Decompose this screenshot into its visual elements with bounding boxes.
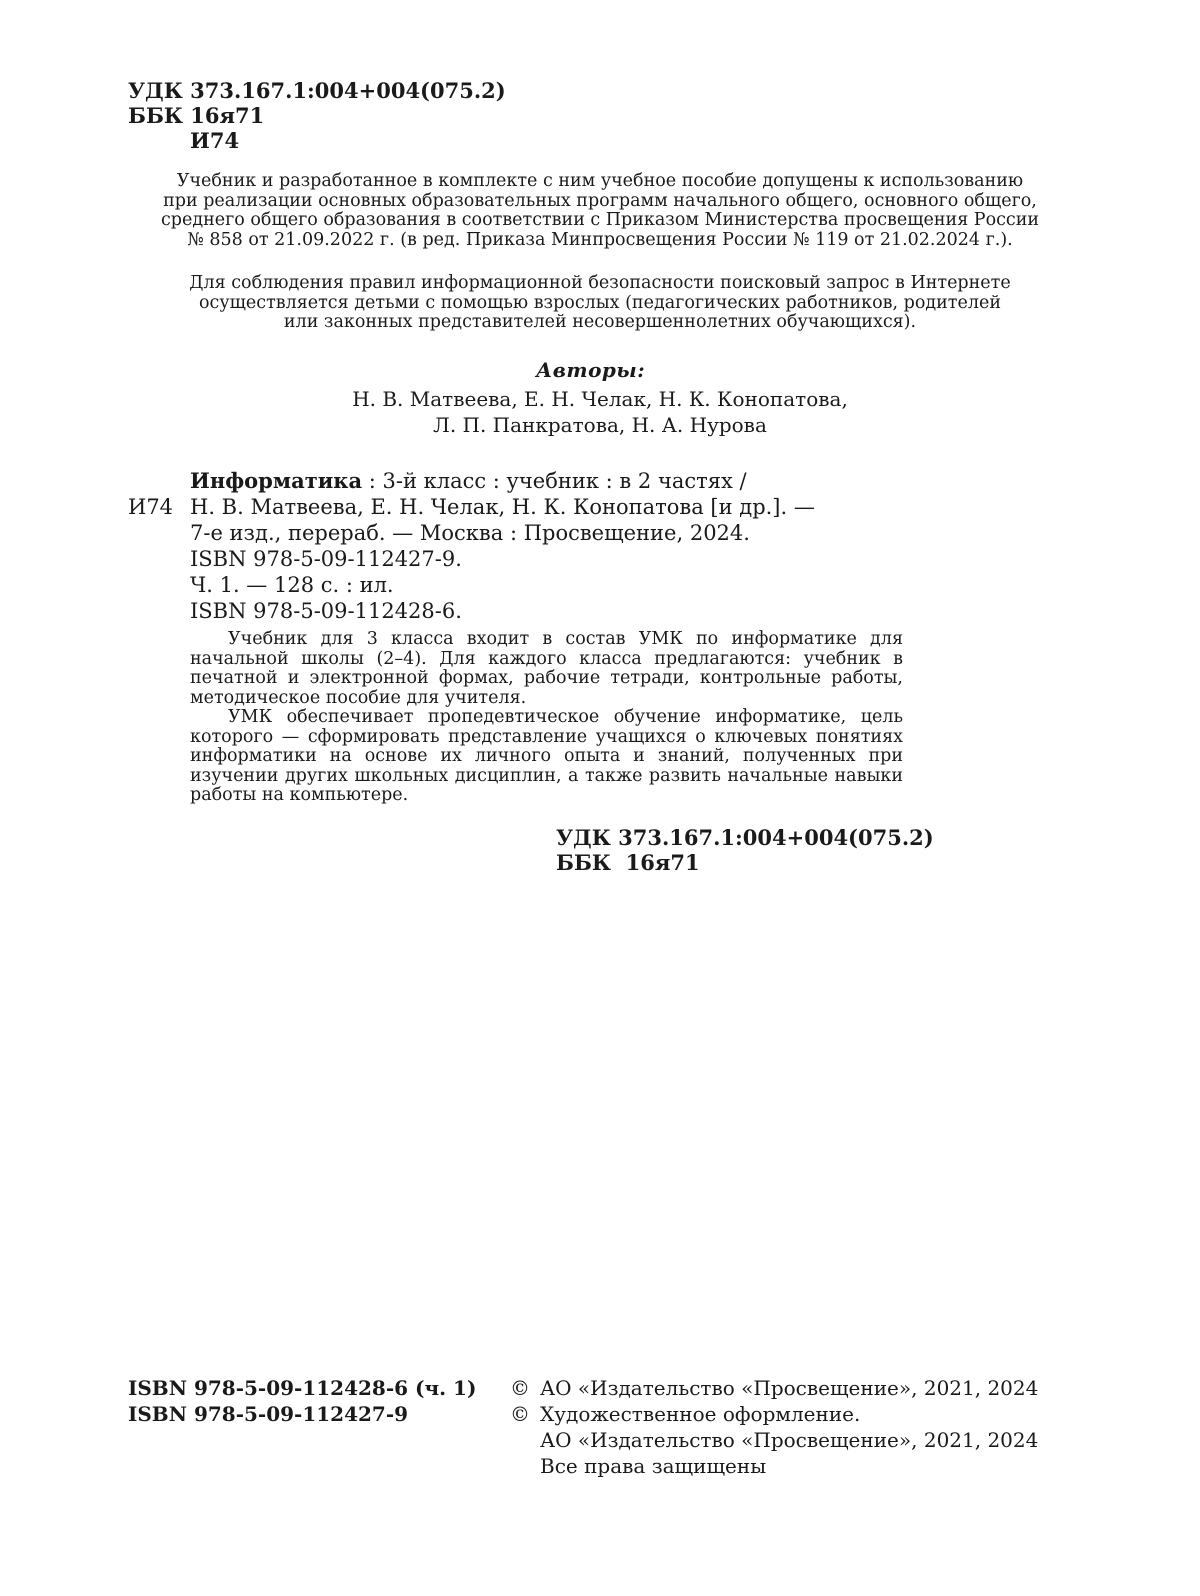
authors-heading: Авторы: xyxy=(536,358,646,382)
isbn-part-line: ISBN 978-5-09-112428-6 (ч. 1) xyxy=(128,1376,477,1400)
annotation xyxy=(190,630,903,806)
annotation-paragraph: Учебник для 3 класса входит в состав УМК по информатике для начальной школы (2–4). Для каждого класса предлагаются: учебник в печатной и электронной формах, рабочие тетради, контрольные работы, методическое пособие для учителя. xyxy=(190,629,903,708)
approval-line: Учебник и разработанное в комплекте с ним учебное пособие допущены к использованию xyxy=(176,171,1024,191)
udk-code-bottom: УДК 373.167.1:004+004(075.2) xyxy=(556,825,934,850)
isbn-set-line: ISBN 978-5-09-112427-9 xyxy=(128,1402,409,1426)
copyright-line: АО «Издательство «Просвещение», 2021, 2024 xyxy=(540,1428,1039,1452)
rights-reserved: Все права защищены xyxy=(540,1454,767,1478)
bib-isbn-set: ISBN 978-5-09-112427-9. xyxy=(190,547,462,571)
approval-line: при реализации основных образовательных программ начального общего, основного общего, xyxy=(163,190,1037,211)
isbn-block xyxy=(128,1375,476,1427)
author-mark: И74 xyxy=(190,128,240,153)
copyright-line: Художественное оформление. xyxy=(540,1402,861,1426)
authors-line: Н. В. Матвеева, Е. Н. Челак, Н. К. Конопатова, xyxy=(352,387,848,411)
safety-notice xyxy=(110,274,1090,333)
copyright-icon: © xyxy=(510,1402,530,1426)
copyright-block xyxy=(510,1375,1038,1479)
safety-line: осуществляется детьми с помощью взрослых (педагогических работников, родителей xyxy=(199,292,1001,313)
bibliographic-record xyxy=(128,468,815,624)
classification-codes-bottom xyxy=(556,825,934,875)
authors-list xyxy=(300,386,900,438)
bib-part: Ч. 1. — 128 с. : ил. xyxy=(190,573,394,597)
copyright-icon: © xyxy=(510,1376,530,1400)
bib-author-mark: И74 xyxy=(128,495,174,519)
bib-authors: Н. В. Матвеева, Е. Н. Челак, Н. К. Конопатова [и др.]. — xyxy=(190,495,815,519)
bbk-code: ББК 16я71 xyxy=(128,103,265,128)
classification-codes xyxy=(128,78,506,153)
copyright-line: АО «Издательство «Просвещение», 2021, 2024 xyxy=(540,1376,1039,1400)
approval-line: № 858 от 21.09.2022 г. (в ред. Приказа Минпросвещения России № 119 от 21.02.2024 г.). xyxy=(187,229,1013,250)
bbk-code-bottom: ББК 16я71 xyxy=(556,850,700,875)
bib-isbn-part: ISBN 978-5-09-112428-6. xyxy=(190,599,462,623)
udk-code: УДК 373.167.1:004+004(075.2) xyxy=(128,78,506,103)
safety-line: Для соблюдения правил информационной безопасности поисковый запрос в Интернете xyxy=(189,273,1011,293)
bib-edition: 7-е изд., перераб. — Москва : Просвещение, 2024. xyxy=(190,521,750,545)
safety-line: или законных представителей несовершеннолетних обучающихся). xyxy=(283,312,917,332)
approval-notice xyxy=(110,172,1090,250)
book-title: Информатика xyxy=(190,468,363,493)
approval-line: среднего общего образования в соответствии с Приказом Министерства просвещения России xyxy=(160,210,1040,230)
annotation-paragraph: УМК обеспечивает пропедевтическое обучение информатике, цель которого — сформировать представление учащихся о ключевых понятиях информатики на основе их личного опыта и знаний, полученных при изучении других школьных дисциплин, а также развить начальные навыки работы на компьютере. xyxy=(190,707,903,805)
book-title-rest: : 3-й класс : учебник : в 2 частях / xyxy=(362,469,747,493)
authors-line: Л. П. Панкратова, Н. А. Нурова xyxy=(433,413,767,437)
